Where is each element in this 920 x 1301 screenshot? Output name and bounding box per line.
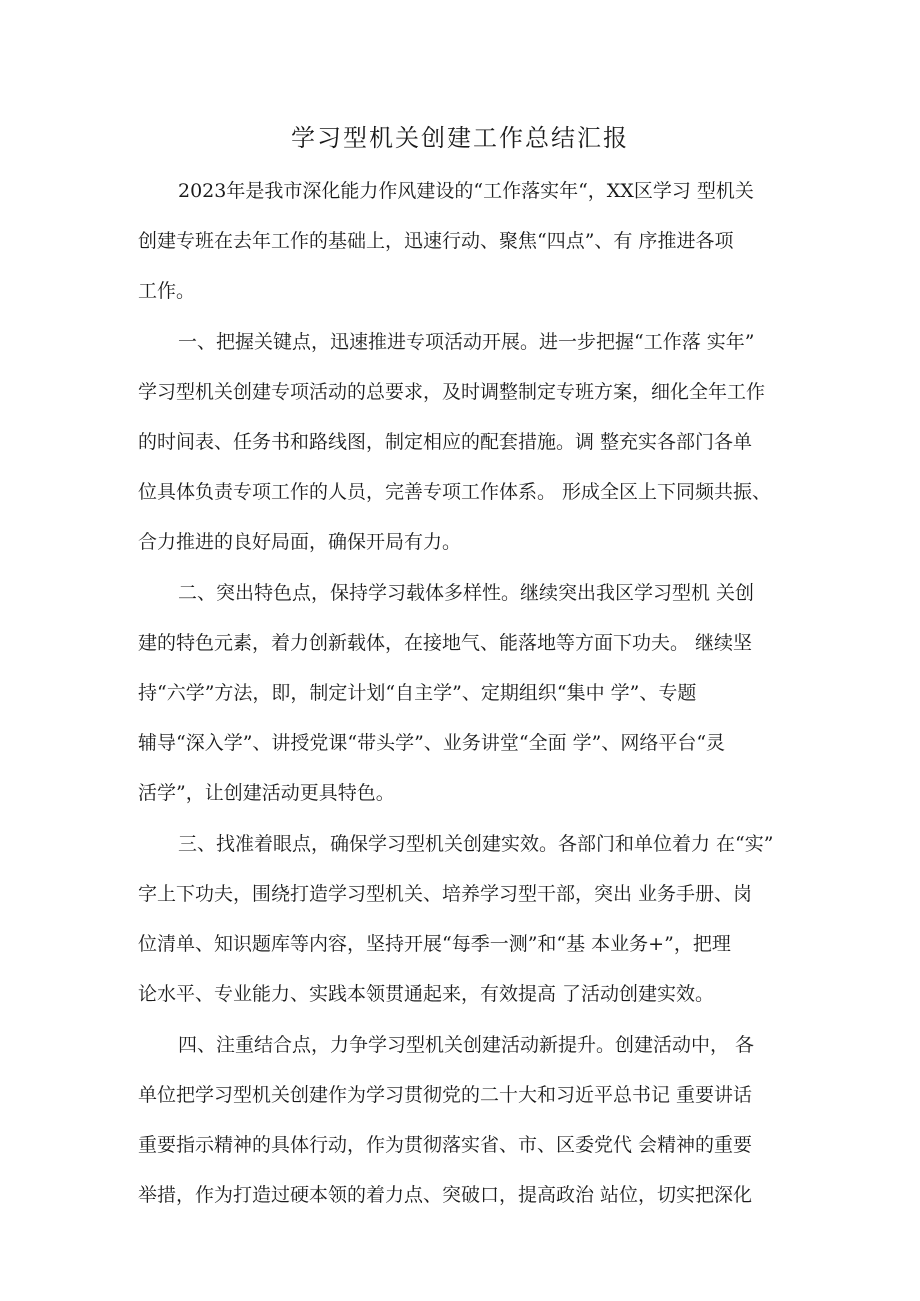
paragraph-5-line-4: 举措，作为打造过硬本领的着力点、突破口，提高政治 站位，切实把深化 (138, 1184, 753, 1206)
paragraph-3-line-5: 活学”，让创建活动更具特色。 (138, 782, 395, 804)
paragraph-4-line-2: 字上下功夫，围绕打造学习型机关、培养学习型干部，突出 业务手册、岗 (138, 883, 753, 905)
paragraph-4-line-1: 三、找准着眼点，确保学习型机关创建实效。各部门和单位着力 在“实” (178, 833, 774, 855)
paragraph-4-line-4: 论水平、专业能力、实践本领贯通起来，有效提高 了活动创建实效。 (138, 983, 715, 1005)
paragraph-3-line-3: 持“六学”方法，即，制定计划“自主学”、定期组织“集中 学”、专题 (138, 682, 697, 704)
paragraph-2-line-1: 一、把握关键点，迅速推进专项活动开展。进一步把握“工作落 实年” (178, 331, 755, 353)
paragraph-5-line-3: 重要指示精神的具体行动，作为贯彻落实省、市、区委党代 会精神的重要 (138, 1134, 753, 1156)
paragraph-1-line-3: 工作。 (138, 280, 196, 302)
paragraph-2-line-2: 学习型机关创建专项活动的总要求，及时调整制定专班方案，细化全年工作 (138, 381, 766, 403)
document-title: 学习型机关创建工作总结汇报 (291, 124, 629, 152)
paragraph-2-line-4: 位具体负责专项工作的人员，完善专项工作体系。 形成全区上下同频共振、 (138, 481, 772, 503)
paragraph-1-line-1: 2023年是我市深化能力作风建设的“工作落实年“，XX区学习 型机关 (178, 180, 754, 202)
paragraph-1-line-2: 创建专班在去年工作的基础上，迅速行动、聚焦“四点”、有 序推进各项 (138, 230, 734, 252)
paragraph-3-line-4: 辅导“深入学”、讲授党课“带头学”、业务讲堂“全面 学”、网络平台“灵 (138, 732, 726, 754)
paragraph-2-line-5: 合力推进的良好局面，确保开局有力。 (138, 531, 462, 553)
paragraph-3-line-1: 二、突出特色点，保持学习载体多样性。继续突出我区学习型机 关创 (178, 582, 755, 604)
paragraph-2-line-3: 的时间表、任务书和路线图，制定相应的配套措施。调 整充实各部门各单 (138, 431, 753, 453)
paragraph-4-line-3: 位清单、知识题库等内容，坚持开展“每季一测”和“基 本业务+”，把理 (138, 933, 731, 955)
paragraph-3-line-2: 建的特色元素，着力创新载体，在接地气、能落地等方面下功夫。 继续坚 (138, 632, 753, 654)
paragraph-5-line-1: 四、注重结合点，力争学习型机关创建活动新提升。创建活动中， 各 (178, 1034, 755, 1056)
paragraph-5-line-2: 单位把学习型机关创建作为学习贯彻党的二十大和习近平总书记 重要讲话 (138, 1084, 753, 1106)
